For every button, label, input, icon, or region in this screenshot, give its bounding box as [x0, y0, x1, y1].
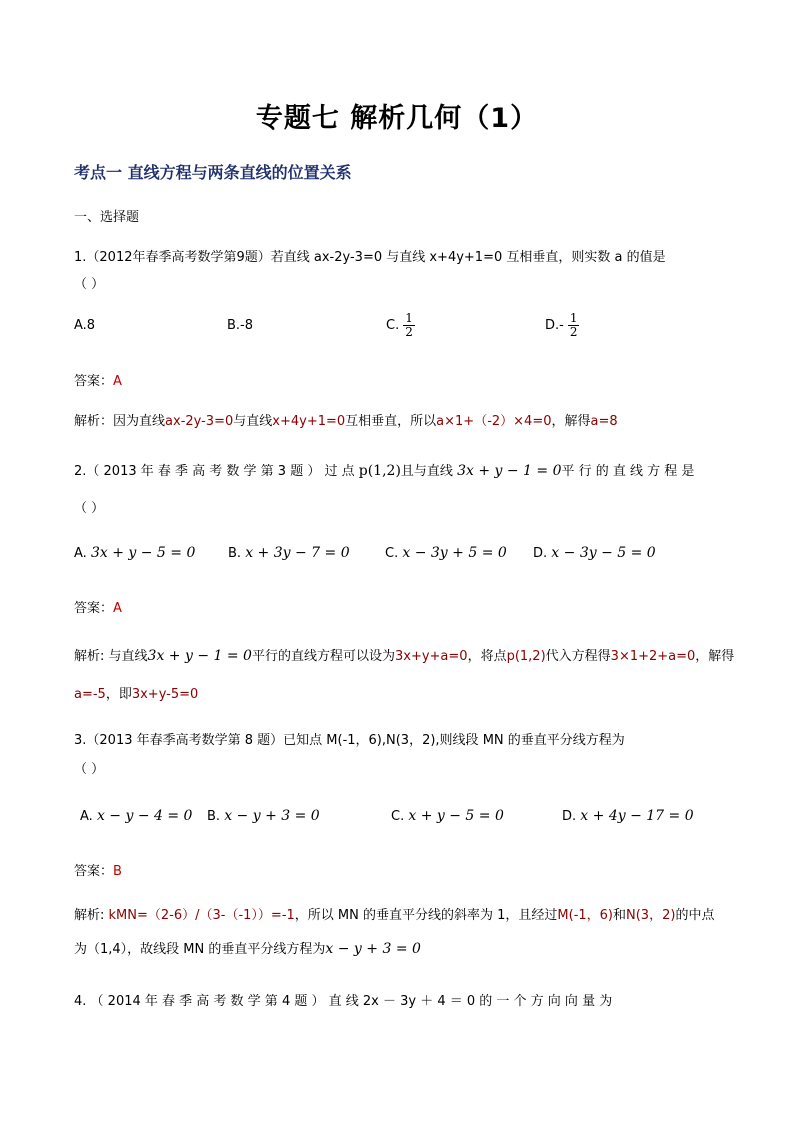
q2-analysis-line2-eq-2: 3x+y-5=0: [131, 687, 199, 702]
q2-analysis-text-5: ，解得: [695, 649, 735, 664]
q1-analysis-eq-4: a=8: [590, 414, 618, 429]
q2-option-b-eq: x + 3y − 7 = 0: [245, 545, 350, 561]
q3-option-c-label: C.: [391, 809, 405, 824]
q2-option-d-eq: x − 3y − 5 = 0: [551, 545, 656, 561]
q3-analysis-line2-eq: x − y + 3 = 0: [325, 941, 421, 957]
q2-option-c-eq: x − 3y + 5 = 0: [402, 545, 507, 561]
q3-option-d-eq: x + 4y − 17 = 0: [580, 808, 694, 824]
q2-analysis-label: 解析:: [74, 649, 105, 664]
q2-stem-text-2: 且与直线: [400, 464, 453, 479]
q2-analysis-text-2: 平行的直线方程可以设为: [251, 649, 395, 664]
q2-analysis-text-3: ，将点: [467, 649, 507, 664]
q1-analysis-text-4: ，解得: [551, 414, 591, 429]
question-2-paren: （ ）: [74, 501, 105, 516]
q2-answer: [74, 597, 122, 616]
q2-answer-label: 答案：: [74, 601, 114, 616]
question-4-stem: 4. （ 2014 年 春 季 高 考 数 学 第 4 题 ） 直 线 2x － 3y ＋ 4 ＝ 0 的 一 个 方 向 向 量 为: [74, 994, 613, 1009]
q3-analysis-text-3: 的中点: [675, 908, 715, 923]
q1-answer-label: 答案：: [74, 374, 114, 389]
q3-option-c-eq: x + y − 5 = 0: [408, 808, 504, 824]
q2-analysis-line-1: [74, 645, 734, 664]
q1-analysis-text-1: 因为直线: [113, 414, 166, 429]
q1-option-d: [545, 312, 579, 339]
q1-analysis-eq-3: a×1+（-2）×4=0: [436, 414, 552, 429]
q2-option-a-label: A.: [74, 546, 87, 561]
q2-option-c-label: C.: [385, 546, 399, 561]
q1-option-c-numerator: 1: [405, 311, 413, 325]
q2-option-d: [533, 545, 656, 561]
q1-option-d-label: D.-: [545, 318, 564, 333]
q3-answer: [74, 860, 122, 879]
q2-analysis-eq-1: 3x + y − 1 = 0: [147, 648, 252, 664]
q3-option-a: [80, 808, 192, 824]
q2-stem-point: p(1,2): [358, 463, 401, 479]
q3-option-b-label: B.: [207, 809, 221, 824]
q2-option-a-eq: 3x + y − 5 = 0: [90, 545, 196, 561]
q1-analysis-eq-2: x+4y+1=0: [272, 414, 346, 429]
q3-analysis-slope: kMN=（2-6）/（3-（-1））=-1: [108, 908, 295, 923]
question-3-stem: 3.（2013 年春季高考数学第 8 题）已知点 M(-1，6),N(3，2),则线段 MN 的垂直平分线方程为: [74, 733, 625, 748]
q1-analysis-text-2: 与直线: [233, 414, 273, 429]
q3-analysis-point-n: N(3，2): [626, 908, 676, 923]
q2-stem-equation: 3x + y − 1 = 0: [457, 463, 562, 479]
q1-option-d-fraction: [568, 312, 580, 339]
q2-analysis-line-2: [74, 683, 198, 702]
q3-option-c: [391, 808, 504, 824]
question-1-stem: 1.（2012年春季高考数学第9题）若直线 ax-2y-3=0 与直线 x+4y+1=0 互相垂直，则实数 a 的值是: [74, 250, 666, 265]
q1-analysis-text-3: 互相垂直，所以: [345, 414, 437, 429]
q2-option-d-label: D.: [533, 546, 548, 561]
q3-option-b-eq: x − y + 3 = 0: [224, 808, 320, 824]
q2-stem-text-3: 平 行 的 直 线 方 程 是: [561, 464, 695, 479]
q3-option-a-label: A.: [80, 809, 93, 824]
q3-option-b: [207, 808, 320, 824]
q2-option-c: [385, 545, 507, 561]
q2-analysis-text-4: 代入方程得: [545, 649, 611, 664]
q1-option-d-denominator: 2: [569, 325, 578, 339]
q3-answer-value: B: [113, 864, 122, 879]
q2-analysis-line2-text-1: ，即: [105, 687, 132, 702]
q2-option-b-label: B.: [228, 546, 242, 561]
q3-analysis-line-2: [74, 938, 421, 957]
q2-option-b: [228, 545, 350, 561]
q2-analysis-eq-2: 3x+y+a=0: [394, 649, 468, 664]
q2-analysis-point: p(1,2): [506, 649, 546, 664]
page-title: 专题七 解析几何（1）: [255, 103, 539, 134]
q2-analysis-line2-eq-1: a=-5: [74, 687, 106, 702]
q3-analysis-point-m: M(-1，6): [557, 908, 613, 923]
q2-stem-text-1: 2.（ 2013 年 春 季 高 考 数 学 第 3 题 ） 过 点: [74, 464, 359, 479]
q1-option-d-numerator: 1: [569, 311, 578, 325]
q1-option-b: B.-8: [227, 318, 254, 333]
section-heading: 考点一 直线方程与两条直线的位置关系: [74, 163, 352, 182]
question-3-paren: （ ）: [74, 762, 105, 777]
question-2-stem: [74, 460, 694, 479]
q3-option-a-eq: x − y − 4 = 0: [96, 808, 193, 824]
q1-option-c-fraction: [403, 312, 415, 339]
q2-analysis-text-1: 与直线: [108, 649, 148, 664]
q1-option-c-label: C.: [386, 318, 400, 333]
q3-analysis-line2-text: 为（1,4），故线段 MN 的垂直平分线方程为: [74, 942, 326, 957]
q2-option-a: [74, 545, 195, 561]
q2-answer-value: A: [113, 601, 122, 616]
q1-analysis-label: 解析：: [74, 414, 114, 429]
q1-analysis: [74, 410, 618, 429]
q3-analysis-text-2: 和: [613, 908, 627, 923]
q3-option-d: [562, 808, 694, 824]
q1-answer-value: A: [113, 374, 122, 389]
question-1-paren: （ ）: [74, 277, 105, 292]
q3-analysis-text-1: ，所以 MN 的垂直平分线的斜率为 1，且经过: [294, 908, 558, 923]
q3-analysis-label: 解析:: [74, 908, 105, 923]
q1-option-c: [386, 312, 415, 339]
q1-analysis-eq-1: ax-2y-3=0: [165, 414, 234, 429]
q3-option-d-label: D.: [562, 809, 577, 824]
q1-option-a: A.8: [74, 318, 96, 333]
q1-answer: [74, 370, 122, 389]
q3-answer-label: 答案：: [74, 864, 114, 879]
q2-analysis-eq-3: 3×1+2+a=0: [610, 649, 696, 664]
part-heading: 一、选择题: [74, 210, 140, 225]
q3-analysis-line-1: [74, 904, 714, 923]
q1-option-c-denominator: 2: [405, 325, 413, 339]
